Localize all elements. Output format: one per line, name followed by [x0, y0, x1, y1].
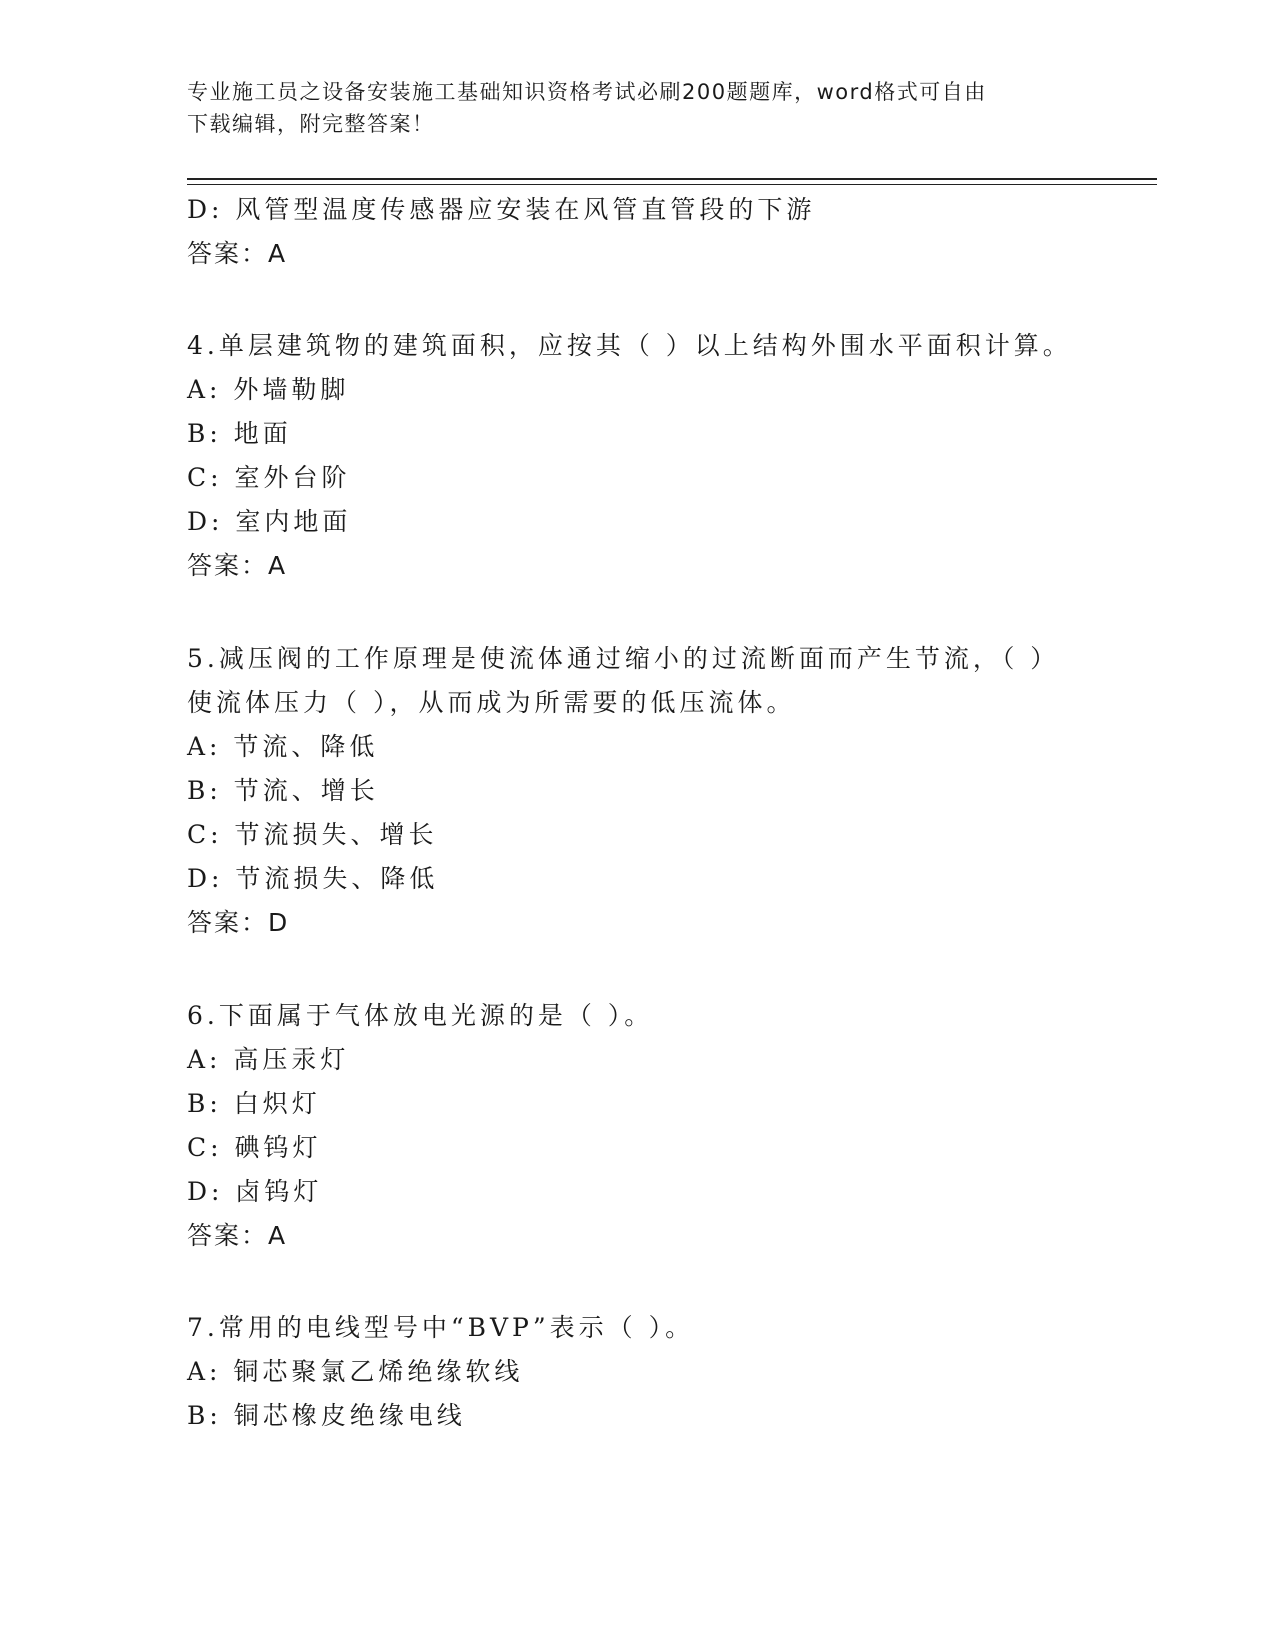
- q5-option-d: D: 节流损失、降低: [187, 864, 439, 893]
- q5-option-c: C: 节流损失、增长: [187, 820, 438, 849]
- q6-option-d: D: 卤钨灯: [187, 1177, 323, 1206]
- q4-option-d: D: 室内地面: [187, 507, 352, 536]
- q5-option-b: B: 节流、增长: [187, 776, 379, 805]
- q6-option-a: A: 高压汞灯: [187, 1045, 350, 1074]
- q4-option-a: A: 外墙勒脚: [187, 375, 350, 404]
- document-header: [187, 76, 1087, 140]
- q4-answer: 答案：A: [187, 551, 288, 580]
- q7-question: 7.常用的电线型号中“BVP”表示（ ）。: [187, 1313, 695, 1342]
- q4-option-b: B: 地面: [187, 419, 292, 448]
- q7-option-b: B: 铜芯橡皮绝缘电线: [187, 1401, 466, 1430]
- q6-option-b: B: 白炽灯: [187, 1089, 321, 1118]
- q6-option-c: C: 碘钨灯: [187, 1133, 322, 1162]
- header-divider-thick: [187, 178, 1157, 180]
- q6-answer: 答案：A: [187, 1221, 288, 1250]
- q5-option-a: A: 节流、降低: [187, 732, 379, 761]
- header-divider-thin: [187, 184, 1157, 185]
- q5-question-line-2: 使流体压力（ ），从而成为所需要的低压流体。: [187, 688, 796, 717]
- q6-question: 6.下面属于气体放电光源的是（ ）。: [187, 1001, 654, 1030]
- q3-answer: 答案：A: [187, 239, 288, 268]
- q5-answer: 答案：D: [187, 908, 290, 937]
- q3-option-d: D: 风管型温度传感器应安装在风管直管段的下游: [187, 195, 816, 224]
- q4-option-c: C: 室外台阶: [187, 463, 351, 492]
- q4-question: 4.单层建筑物的建筑面积，应按其（ ）以上结构外围水平面积计算。: [187, 331, 1072, 360]
- q5-question-line-1: 5.减压阀的工作原理是使流体通过缩小的过流断面而产生节流，（ ）: [187, 644, 1060, 673]
- header-line-2: 下载编辑，附完整答案！: [187, 112, 435, 136]
- q7-option-a: A: 铜芯聚氯乙烯绝缘软线: [187, 1357, 524, 1386]
- header-line-1: 专业施工员之设备安装施工基础知识资格考试必刷200题题库，word格式可自由: [187, 80, 987, 104]
